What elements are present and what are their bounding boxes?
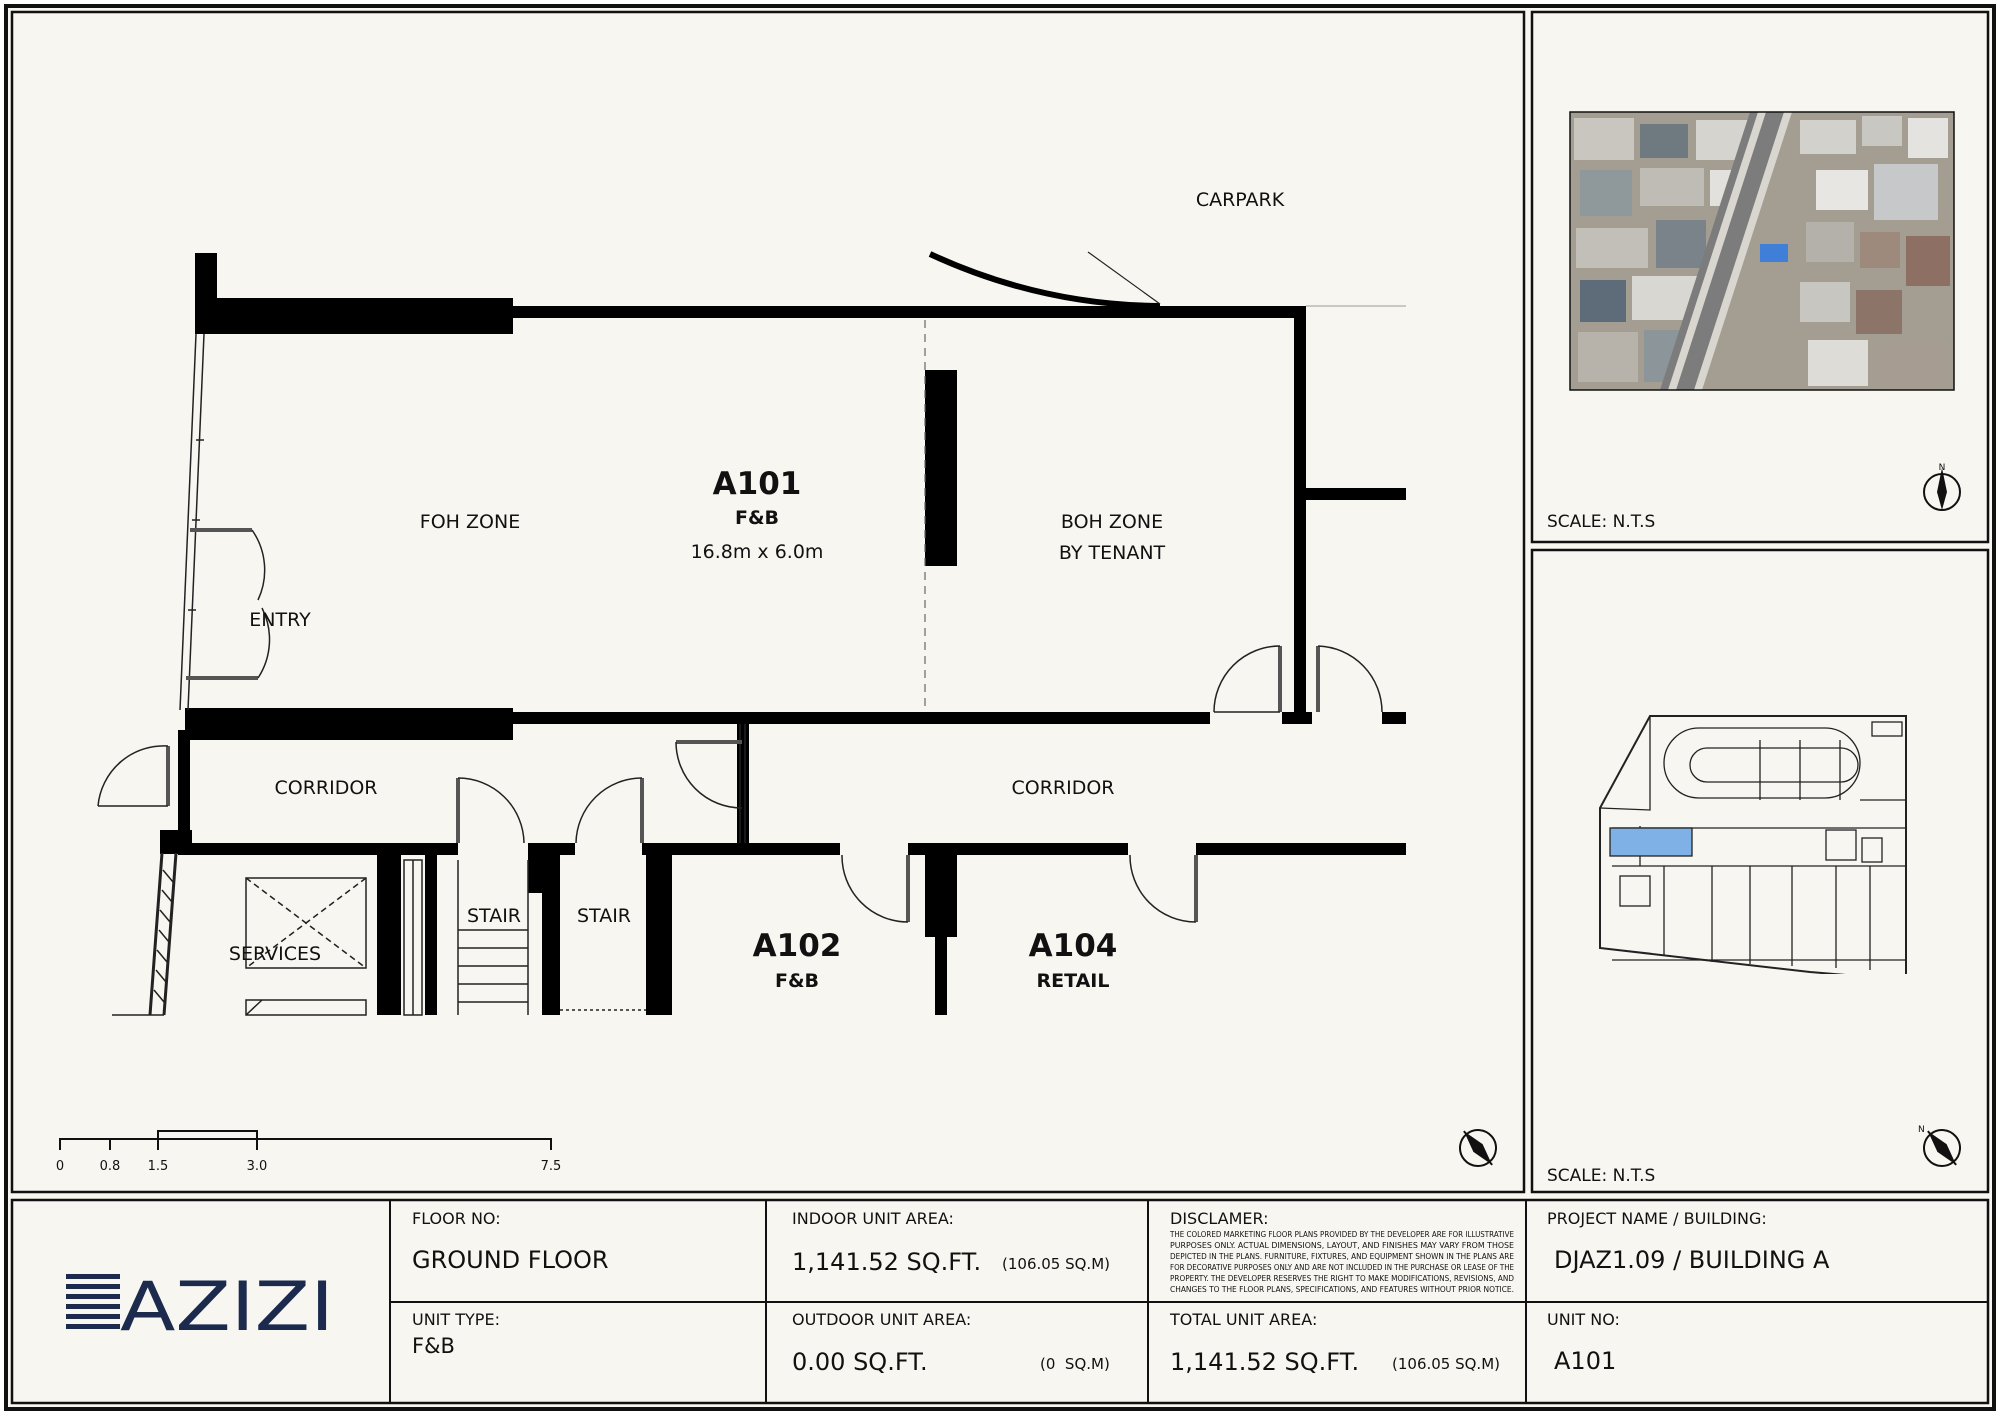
- scale-tick-label: 0.8: [99, 1159, 121, 1174]
- wall: [1306, 488, 1406, 500]
- wall: [1294, 306, 1306, 716]
- wall: [178, 843, 458, 855]
- unit-type-label: UNIT TYPE:: [412, 1310, 500, 1329]
- a102-code-label: A102: [752, 928, 842, 964]
- entry-label: ENTRY: [249, 609, 311, 631]
- wall: [1382, 712, 1406, 724]
- corridor-left-label: CORRIDOR: [274, 777, 378, 799]
- unit-type-label: F&B: [734, 507, 780, 529]
- disclaimer-line: PROPERTY. THE DEVELOPER RESERVES THE RIGHT TO MAKE MODIFICATIONS, REVISIONS, AND: [1170, 1274, 1515, 1283]
- wall: [513, 712, 1210, 724]
- logo-wordmark: AZIZI: [120, 1268, 334, 1347]
- wall: [925, 370, 957, 566]
- unit-no-label: UNIT NO:: [1547, 1310, 1620, 1329]
- total-area-label: TOTAL UNIT AREA:: [1170, 1310, 1318, 1329]
- outdoor-area-value: 0.00 SQ.FT.: [792, 1348, 928, 1376]
- scale-tick-label: 3.0: [246, 1159, 268, 1174]
- wall: [908, 843, 1128, 855]
- highlighted-unit: [1610, 828, 1692, 856]
- a104-code-label: A104: [1028, 928, 1118, 964]
- floor-no-label: FLOOR NO:: [412, 1209, 501, 1228]
- disclaimer-line: THE COLORED MARKETING FLOOR PLANS PROVIDED BY THE DEVELOPER ARE FOR ILLUSTRATIVE: [1169, 1230, 1515, 1239]
- disclaimer-line: FOR DECORATIVE PURPOSES ONLY AND ARE NOT INCLUDED IN THE PURCHASE OR LEASE OF THE: [1170, 1263, 1515, 1272]
- boh-zone-label: BOH ZONE: [1060, 511, 1164, 533]
- outdoor-area-sqm: (0 SQ.M): [1040, 1355, 1110, 1373]
- scale-tick-label: 7.5: [540, 1159, 562, 1174]
- unit-type-value: F&B: [412, 1334, 455, 1358]
- a104-type-label: RETAIL: [1036, 970, 1110, 992]
- unit-no-value: A101: [1554, 1347, 1617, 1375]
- foh-zone-label: FOH ZONE: [419, 511, 521, 533]
- wall: [200, 708, 513, 740]
- wall: [542, 855, 560, 1015]
- disclaimer-line: CHANGES TO THE FLOOR PLANS, SPECIFICATIONS, AND FEATURES WITHOUT PRIOR NOTICE.: [1170, 1285, 1514, 1294]
- north-label: N: [1938, 463, 1946, 473]
- wall: [1196, 843, 1406, 855]
- wall: [195, 298, 513, 334]
- satellite-location-map: [1570, 112, 1954, 390]
- floor-no-value: GROUND FLOOR: [412, 1246, 609, 1274]
- unit-size-label: 16.8m x 6.0m: [690, 541, 824, 563]
- wall: [513, 306, 1306, 318]
- unit-code-label: A101: [712, 466, 802, 502]
- scale-tick-label: 1.5: [147, 1159, 169, 1174]
- total-area-sqm: (106.05 SQ.M): [1392, 1355, 1500, 1373]
- disclaimer-line: DEPICTED IN THE PLANS. FURNITURE, FIXTURES, AND EQUIPMENT SHOWN IN THE PLANS ARE: [1170, 1252, 1515, 1261]
- wall: [935, 937, 947, 1015]
- corridor-right-label: CORRIDOR: [1011, 777, 1115, 799]
- total-area-value: 1,141.52 SQ.FT.: [1170, 1348, 1360, 1376]
- disclaimer-line: PURPOSES ONLY. ACTUAL DIMENSIONS, LAYOUT, AND FINISHES MAY VARY FROM THOSE: [1170, 1241, 1515, 1250]
- wall: [925, 855, 957, 937]
- outdoor-area-label: OUTDOOR UNIT AREA:: [792, 1310, 972, 1329]
- scale-note: SCALE: N.T.S: [1547, 512, 1656, 532]
- stair-label: STAIR: [467, 905, 521, 927]
- stair-label: STAIR: [577, 905, 631, 927]
- indoor-area-label: INDOOR UNIT AREA:: [792, 1209, 954, 1228]
- scale-tick-label: 0: [55, 1159, 65, 1174]
- project-value: DJAZ1.09 / BUILDING A: [1554, 1246, 1830, 1274]
- indoor-area-value: 1,141.52 SQ.FT.: [792, 1248, 982, 1276]
- scale-note: SCALE: N.T.S: [1547, 1166, 1656, 1186]
- indoor-area-sqm: (106.05 SQ.M): [1002, 1255, 1110, 1273]
- wall: [646, 843, 672, 1015]
- services-label: SERVICES: [228, 943, 322, 965]
- disclaimer-label: DISCLAMER:: [1170, 1209, 1269, 1228]
- wall: [1282, 712, 1312, 724]
- wall: [377, 855, 401, 1015]
- north-label: N: [1918, 1125, 1925, 1135]
- project-label: PROJECT NAME / BUILDING:: [1547, 1209, 1767, 1228]
- carpark-label: CARPARK: [1195, 189, 1285, 211]
- wall: [425, 855, 437, 1015]
- boh-tenant-label: BY TENANT: [1058, 542, 1166, 564]
- a102-type-label: F&B: [774, 970, 820, 992]
